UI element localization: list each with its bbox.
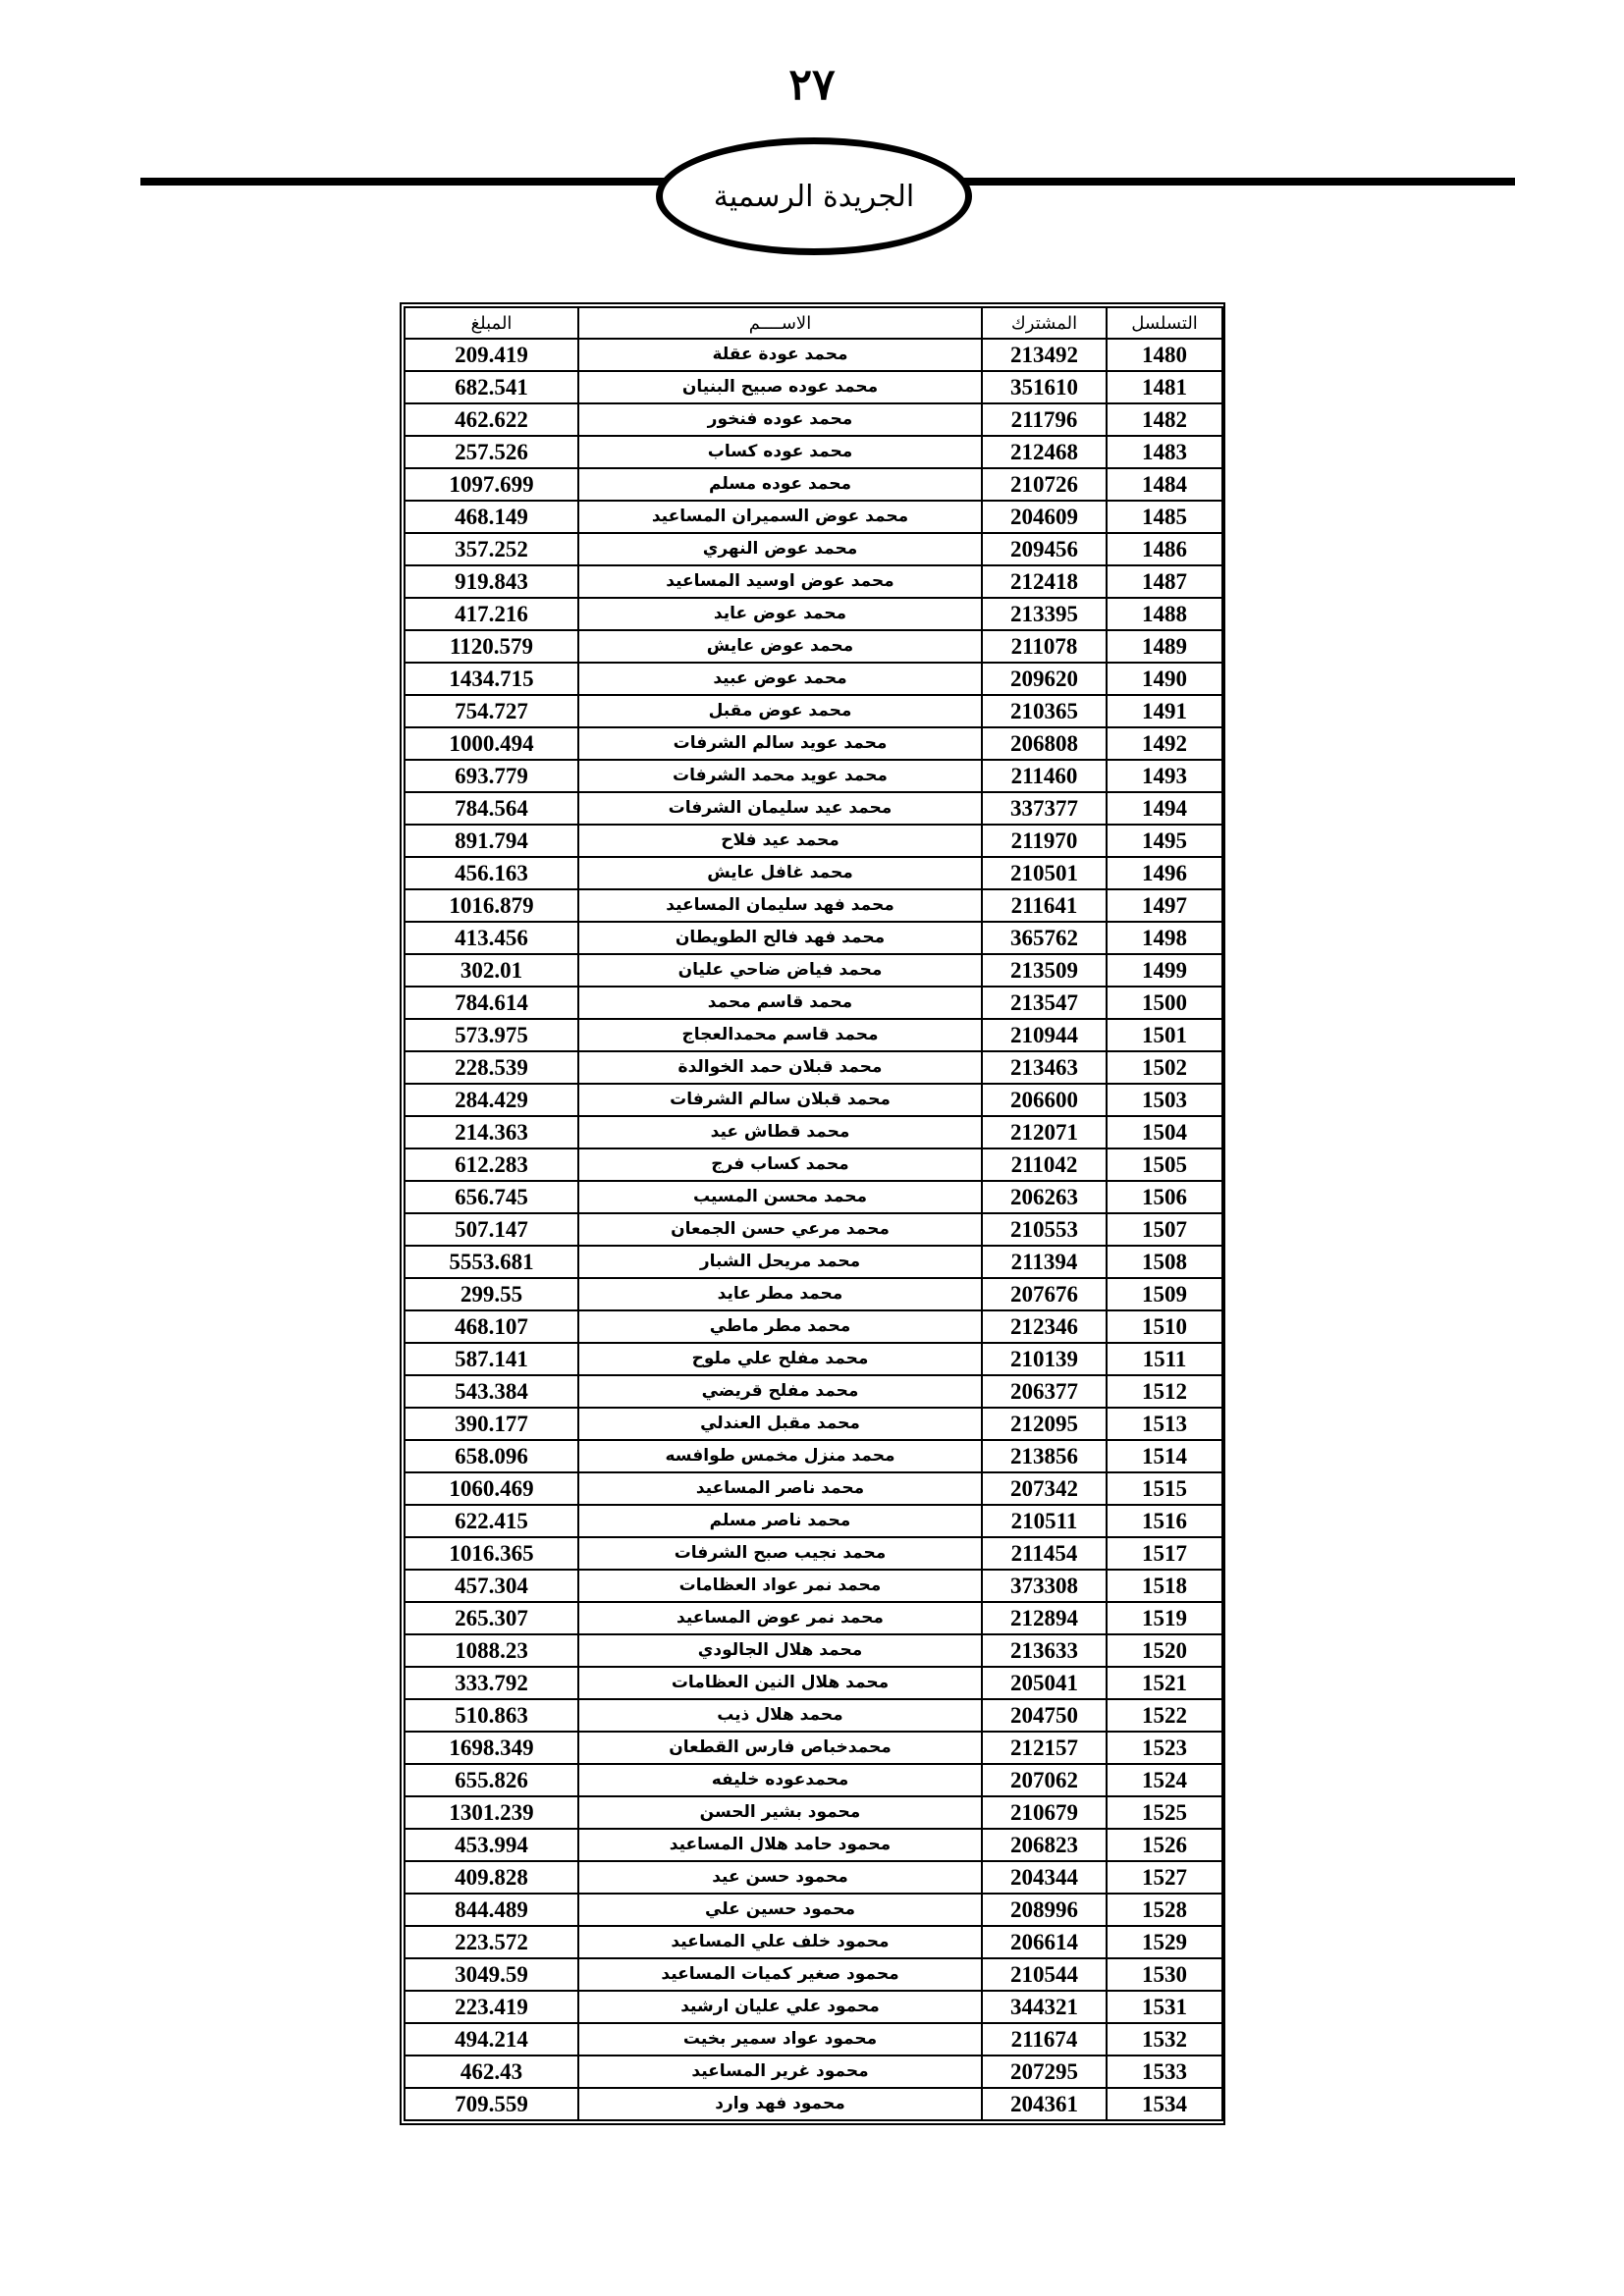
name-cell: محمود خلف علي المساعيد [578, 1926, 982, 1958]
name-cell: محمد هلال ذيب [578, 1699, 982, 1732]
subscriber-cell: 212894 [982, 1602, 1107, 1634]
table-row [405, 987, 1222, 1019]
serial-cell: 1510 [1107, 1310, 1222, 1343]
serial-cell: 1500 [1107, 987, 1222, 1019]
name-cell: محمد مطر عايد [578, 1278, 982, 1310]
amount-cell: 655.826 [405, 1764, 578, 1796]
name-cell: محمد عوده فنخور [578, 403, 982, 436]
table-row [405, 1505, 1222, 1537]
name-cell: محمود فهد وارد [578, 2088, 982, 2120]
table-row [405, 1213, 1222, 1246]
table-row [405, 1732, 1222, 1764]
amount-cell: 265.307 [405, 1602, 578, 1634]
subscriber-cell: 211042 [982, 1148, 1107, 1181]
subscriber-cell: 210365 [982, 695, 1107, 727]
name-cell: محمد مريحل الشبار [578, 1246, 982, 1278]
name-cell: محمد قبلان حمد الخوالدة [578, 1051, 982, 1084]
table-row [405, 1246, 1222, 1278]
amount-cell: 494.214 [405, 2023, 578, 2056]
serial-cell: 1487 [1107, 565, 1222, 598]
amount-cell: 612.283 [405, 1148, 578, 1181]
amount-cell: 223.572 [405, 1926, 578, 1958]
amount-cell: 1120.579 [405, 630, 578, 663]
serial-cell: 1483 [1107, 436, 1222, 468]
table-row [405, 1537, 1222, 1570]
amount-cell: 409.828 [405, 1861, 578, 1894]
name-cell: محمود صغير كميات المساعيد [578, 1958, 982, 1991]
name-cell: محمد هلال الجالودي [578, 1634, 982, 1667]
serial-cell: 1484 [1107, 468, 1222, 501]
serial-cell: 1506 [1107, 1181, 1222, 1213]
subscriber-cell: 212071 [982, 1116, 1107, 1148]
amount-cell: 1301.239 [405, 1796, 578, 1829]
table-row [405, 403, 1222, 436]
amount-cell: 709.559 [405, 2088, 578, 2120]
name-cell: محمد عوده مسلم [578, 468, 982, 501]
table-row [405, 760, 1222, 792]
subscriber-cell: 212346 [982, 1310, 1107, 1343]
serial-cell: 1521 [1107, 1667, 1222, 1699]
name-cell: محمد عيد سليمان الشرفات [578, 792, 982, 825]
name-cell: محمد عيد فلاح [578, 825, 982, 857]
table-row [405, 695, 1222, 727]
subscriber-cell: 207295 [982, 2056, 1107, 2088]
table-row [405, 436, 1222, 468]
amount-cell: 299.55 [405, 1278, 578, 1310]
table-row [405, 1116, 1222, 1148]
amount-cell: 507.147 [405, 1213, 578, 1246]
serial-cell: 1504 [1107, 1116, 1222, 1148]
subscriber-cell: 213492 [982, 339, 1107, 371]
serial-cell: 1481 [1107, 371, 1222, 403]
serial-cell: 1494 [1107, 792, 1222, 825]
name-cell: محمد عوده صبيح البنيان [578, 371, 982, 403]
table-row [405, 533, 1222, 565]
name-cell: محمدخباص فارس القطعان [578, 1732, 982, 1764]
name-cell: محمد عوض عبيد [578, 663, 982, 695]
amount-cell: 1434.715 [405, 663, 578, 695]
serial-cell: 1496 [1107, 857, 1222, 889]
name-cell: محمد عويد سالم الشرفات [578, 727, 982, 760]
column-header-name: الاســــم [578, 307, 982, 339]
table-row [405, 1699, 1222, 1732]
subscriber-cell: 212095 [982, 1408, 1107, 1440]
serial-cell: 1503 [1107, 1084, 1222, 1116]
serial-cell: 1529 [1107, 1926, 1222, 1958]
serial-cell: 1498 [1107, 922, 1222, 954]
table-row [405, 663, 1222, 695]
name-cell: محمود بشير الحسن [578, 1796, 982, 1829]
name-cell: محمد عوده كساب [578, 436, 982, 468]
serial-cell: 1495 [1107, 825, 1222, 857]
table-row [405, 727, 1222, 760]
amount-cell: 457.304 [405, 1570, 578, 1602]
amount-cell: 754.727 [405, 695, 578, 727]
subscriber-cell: 204361 [982, 2088, 1107, 2120]
table-row [405, 339, 1222, 371]
amount-cell: 1000.494 [405, 727, 578, 760]
table-row [405, 1634, 1222, 1667]
table-row [405, 501, 1222, 533]
serial-cell: 1520 [1107, 1634, 1222, 1667]
table-row [405, 1019, 1222, 1051]
name-cell: محمد فهد فالح الطويطان [578, 922, 982, 954]
table-row [405, 468, 1222, 501]
subscriber-cell: 210679 [982, 1796, 1107, 1829]
amount-cell: 1016.879 [405, 889, 578, 922]
table-row [405, 1440, 1222, 1472]
gazette-title-badge [656, 137, 972, 255]
serial-cell: 1492 [1107, 727, 1222, 760]
subscriber-cell: 213395 [982, 598, 1107, 630]
serial-cell: 1508 [1107, 1246, 1222, 1278]
subscriber-cell: 211970 [982, 825, 1107, 857]
name-cell: محمد عودة عقلة [578, 339, 982, 371]
subscriber-cell: 210726 [982, 468, 1107, 501]
serial-cell: 1526 [1107, 1829, 1222, 1861]
serial-cell: 1485 [1107, 501, 1222, 533]
amount-cell: 390.177 [405, 1408, 578, 1440]
serial-cell: 1532 [1107, 2023, 1222, 2056]
page-number: ٢٧ [788, 60, 836, 110]
subscriber-cell: 205041 [982, 1667, 1107, 1699]
subscriber-cell: 204750 [982, 1699, 1107, 1732]
amount-cell: 1060.469 [405, 1472, 578, 1505]
name-cell: محمد محسن المسيب [578, 1181, 982, 1213]
serial-cell: 1507 [1107, 1213, 1222, 1246]
amount-cell: 682.541 [405, 371, 578, 403]
name-cell: محمد قاسم محمدالعجاج [578, 1019, 982, 1051]
amount-cell: 1698.349 [405, 1732, 578, 1764]
subscriber-cell: 213463 [982, 1051, 1107, 1084]
name-cell: محمد غافل عايش [578, 857, 982, 889]
amount-cell: 214.363 [405, 1116, 578, 1148]
amount-cell: 784.564 [405, 792, 578, 825]
name-cell: محمود علي عليان ارشيد [578, 1991, 982, 2023]
table-row [405, 598, 1222, 630]
serial-cell: 1509 [1107, 1278, 1222, 1310]
amount-cell: 658.096 [405, 1440, 578, 1472]
serial-cell: 1534 [1107, 2088, 1222, 2120]
name-cell: محمد عوض السميران المساعيد [578, 501, 982, 533]
table-row [405, 1375, 1222, 1408]
subscriber-cell: 211394 [982, 1246, 1107, 1278]
table-row [405, 1829, 1222, 1861]
table-row [405, 1796, 1222, 1829]
subscriber-cell: 207676 [982, 1278, 1107, 1310]
amount-cell: 543.384 [405, 1375, 578, 1408]
serial-cell: 1518 [1107, 1570, 1222, 1602]
subscriber-cell: 211460 [982, 760, 1107, 792]
amount-cell: 573.975 [405, 1019, 578, 1051]
amount-cell: 333.792 [405, 1667, 578, 1699]
name-cell: محمد مطر ماطي [578, 1310, 982, 1343]
subscriber-cell: 210944 [982, 1019, 1107, 1051]
serial-cell: 1480 [1107, 339, 1222, 371]
table-row [405, 1343, 1222, 1375]
amount-cell: 510.863 [405, 1699, 578, 1732]
name-cell: محمد قطاش عيد [578, 1116, 982, 1148]
amount-cell: 919.843 [405, 565, 578, 598]
name-cell: محمد نمر عوض المساعيد [578, 1602, 982, 1634]
table-row [405, 1278, 1222, 1310]
serial-cell: 1497 [1107, 889, 1222, 922]
table-row [405, 1894, 1222, 1926]
subscriber-cell: 207062 [982, 1764, 1107, 1796]
name-cell: محمد عوض عايد [578, 598, 982, 630]
subscriber-cell: 213633 [982, 1634, 1107, 1667]
table-row [405, 1667, 1222, 1699]
subscriber-cell: 211454 [982, 1537, 1107, 1570]
serial-cell: 1490 [1107, 663, 1222, 695]
table-row [405, 1861, 1222, 1894]
subscriber-cell: 211078 [982, 630, 1107, 663]
name-cell: محمد قبلان سالم الشرفات [578, 1084, 982, 1116]
name-cell: محمد فياض ضاحي عليان [578, 954, 982, 987]
name-cell: محمد ناصر مسلم [578, 1505, 982, 1537]
table-row [405, 1310, 1222, 1343]
table-row [405, 1991, 1222, 2023]
table-row [405, 630, 1222, 663]
subscriber-cell: 212157 [982, 1732, 1107, 1764]
subscriber-cell: 209620 [982, 663, 1107, 695]
amount-cell: 3049.59 [405, 1958, 578, 1991]
amount-cell: 209.419 [405, 339, 578, 371]
amount-cell: 223.419 [405, 1991, 578, 2023]
name-cell: محمد عوض مقبل [578, 695, 982, 727]
subscriber-cell: 206823 [982, 1829, 1107, 1861]
serial-cell: 1502 [1107, 1051, 1222, 1084]
table-row [405, 371, 1222, 403]
serial-cell: 1528 [1107, 1894, 1222, 1926]
table-row [405, 2056, 1222, 2088]
serial-cell: 1519 [1107, 1602, 1222, 1634]
serial-cell: 1488 [1107, 598, 1222, 630]
subscriber-cell: 204344 [982, 1861, 1107, 1894]
name-cell: محمد عويد محمد الشرفات [578, 760, 982, 792]
name-cell: محمود عواد سمير بخيت [578, 2023, 982, 2056]
table-row [405, 1181, 1222, 1213]
amount-cell: 468.107 [405, 1310, 578, 1343]
table-row [405, 2023, 1222, 2056]
serial-cell: 1511 [1107, 1343, 1222, 1375]
table-row [405, 2088, 1222, 2120]
subscriber-cell: 213547 [982, 987, 1107, 1019]
name-cell: محمد عوض النهري [578, 533, 982, 565]
name-cell: محمد قاسم محمد [578, 987, 982, 1019]
gazette-title: الجريدة الرسمية [713, 179, 915, 214]
table-row [405, 1764, 1222, 1796]
serial-cell: 1489 [1107, 630, 1222, 663]
serial-cell: 1525 [1107, 1796, 1222, 1829]
amount-cell: 456.163 [405, 857, 578, 889]
amount-cell: 357.252 [405, 533, 578, 565]
serial-cell: 1514 [1107, 1440, 1222, 1472]
serial-cell: 1524 [1107, 1764, 1222, 1796]
name-cell: محمد مرعي حسن الجمعان [578, 1213, 982, 1246]
column-header-amount: المبلغ [405, 307, 578, 339]
table-row [405, 857, 1222, 889]
table-row [405, 954, 1222, 987]
table-row [405, 1408, 1222, 1440]
name-cell: محمد عوض عايش [578, 630, 982, 663]
serial-cell: 1516 [1107, 1505, 1222, 1537]
amount-cell: 844.489 [405, 1894, 578, 1926]
subscriber-cell: 206377 [982, 1375, 1107, 1408]
subscriber-cell: 211674 [982, 2023, 1107, 2056]
subscriber-cell: 373308 [982, 1570, 1107, 1602]
name-cell: محمد نجيب صبح الشرفات [578, 1537, 982, 1570]
serial-cell: 1482 [1107, 403, 1222, 436]
serial-cell: 1499 [1107, 954, 1222, 987]
amount-cell: 468.149 [405, 501, 578, 533]
amount-cell: 891.794 [405, 825, 578, 857]
amount-cell: 784.614 [405, 987, 578, 1019]
subscriber-cell: 213856 [982, 1440, 1107, 1472]
amount-cell: 656.745 [405, 1181, 578, 1213]
serial-cell: 1530 [1107, 1958, 1222, 1991]
subscriber-cell: 211641 [982, 889, 1107, 922]
subscriber-cell: 365762 [982, 922, 1107, 954]
subscriber-cell: 209456 [982, 533, 1107, 565]
table-row [405, 825, 1222, 857]
subscriber-cell: 210501 [982, 857, 1107, 889]
amount-cell: 228.539 [405, 1051, 578, 1084]
subscriber-cell: 207342 [982, 1472, 1107, 1505]
name-cell: محمود حسين علي [578, 1894, 982, 1926]
subscriber-cell: 210139 [982, 1343, 1107, 1375]
serial-cell: 1527 [1107, 1861, 1222, 1894]
serial-cell: 1513 [1107, 1408, 1222, 1440]
table-row [405, 1570, 1222, 1602]
serial-cell: 1533 [1107, 2056, 1222, 2088]
table-row [405, 1051, 1222, 1084]
subscriber-cell: 206263 [982, 1181, 1107, 1213]
name-cell: محمد مفلح علي ملوح [578, 1343, 982, 1375]
name-cell: محمود حامد هلال المساعيد [578, 1829, 982, 1861]
table-row [405, 889, 1222, 922]
subscribers-table [404, 306, 1223, 2121]
serial-cell: 1493 [1107, 760, 1222, 792]
table-row [405, 1472, 1222, 1505]
subscriber-cell: 204609 [982, 501, 1107, 533]
subscriber-cell: 206600 [982, 1084, 1107, 1116]
amount-cell: 453.994 [405, 1829, 578, 1861]
table-row [405, 1602, 1222, 1634]
subscriber-cell: 213509 [982, 954, 1107, 987]
subscriber-cell: 208996 [982, 1894, 1107, 1926]
subscriber-cell: 210544 [982, 1958, 1107, 1991]
name-cell: محمد نمر عواد العظامات [578, 1570, 982, 1602]
name-cell: محمدعوده خليفه [578, 1764, 982, 1796]
name-cell: محمود غرير المساعيد [578, 2056, 982, 2088]
name-cell: محمد ناصر المساعيد [578, 1472, 982, 1505]
table-row [405, 922, 1222, 954]
table-row [405, 792, 1222, 825]
amount-cell: 693.779 [405, 760, 578, 792]
column-header-serial: التسلسل [1107, 307, 1222, 339]
subscriber-cell: 210553 [982, 1213, 1107, 1246]
subscriber-cell: 344321 [982, 1991, 1107, 2023]
subscriber-cell: 206614 [982, 1926, 1107, 1958]
serial-cell: 1517 [1107, 1537, 1222, 1570]
subscriber-cell: 212468 [982, 436, 1107, 468]
amount-cell: 417.216 [405, 598, 578, 630]
table-row [405, 565, 1222, 598]
amount-cell: 302.01 [405, 954, 578, 987]
subscriber-cell: 337377 [982, 792, 1107, 825]
serial-cell: 1486 [1107, 533, 1222, 565]
name-cell: محمد فهد سليمان المساعيد [578, 889, 982, 922]
table-row [405, 1148, 1222, 1181]
name-cell: محمد عوض اوسيد المساعيد [578, 565, 982, 598]
name-cell: محمد منزل مخمس طوافسه [578, 1440, 982, 1472]
name-cell: محمود حسن عيد [578, 1861, 982, 1894]
amount-cell: 284.429 [405, 1084, 578, 1116]
serial-cell: 1515 [1107, 1472, 1222, 1505]
table-row [405, 1084, 1222, 1116]
serial-cell: 1512 [1107, 1375, 1222, 1408]
amount-cell: 587.141 [405, 1343, 578, 1375]
amount-cell: 1016.365 [405, 1537, 578, 1570]
amount-cell: 257.526 [405, 436, 578, 468]
column-header-subscriber: المشترك [982, 307, 1107, 339]
subscriber-cell: 212418 [982, 565, 1107, 598]
amount-cell: 5553.681 [405, 1246, 578, 1278]
serial-cell: 1531 [1107, 1991, 1222, 2023]
subscriber-cell: 210511 [982, 1505, 1107, 1537]
serial-cell: 1501 [1107, 1019, 1222, 1051]
table-row [405, 1926, 1222, 1958]
name-cell: محمد مفلح قريضي [578, 1375, 982, 1408]
name-cell: محمد كساب فرج [578, 1148, 982, 1181]
serial-cell: 1522 [1107, 1699, 1222, 1732]
amount-cell: 462.43 [405, 2056, 578, 2088]
subscriber-cell: 206808 [982, 727, 1107, 760]
name-cell: محمد هلال النين العظامات [578, 1667, 982, 1699]
amount-cell: 413.456 [405, 922, 578, 954]
amount-cell: 1097.699 [405, 468, 578, 501]
name-cell: محمد مقبل العندلي [578, 1408, 982, 1440]
table-row [405, 1958, 1222, 1991]
amount-cell: 1088.23 [405, 1634, 578, 1667]
table-header-row [405, 307, 1222, 339]
amount-cell: 462.622 [405, 403, 578, 436]
subscriber-cell: 351610 [982, 371, 1107, 403]
serial-cell: 1505 [1107, 1148, 1222, 1181]
serial-cell: 1523 [1107, 1732, 1222, 1764]
subscriber-cell: 211796 [982, 403, 1107, 436]
serial-cell: 1491 [1107, 695, 1222, 727]
amount-cell: 622.415 [405, 1505, 578, 1537]
